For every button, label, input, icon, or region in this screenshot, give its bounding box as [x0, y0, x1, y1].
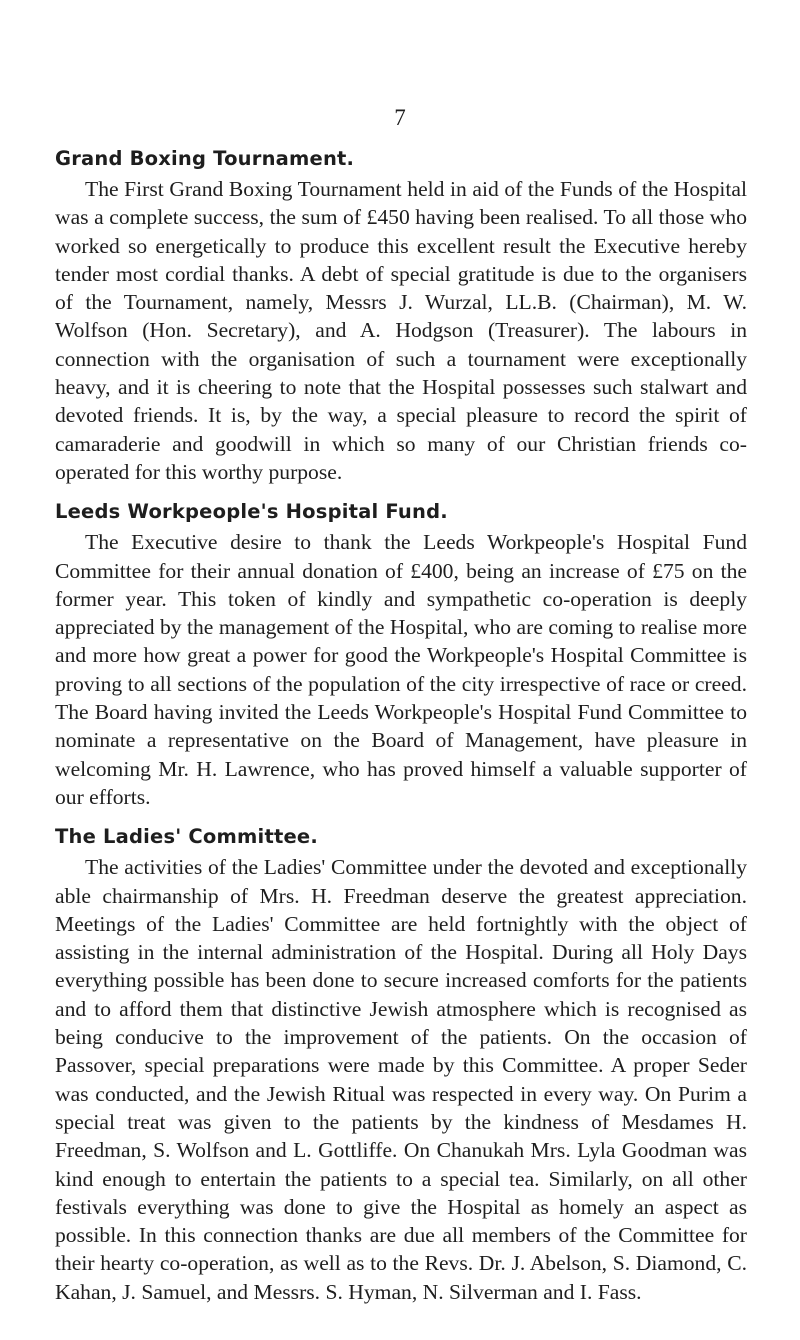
- section-paragraph: The activities of the Ladies' Committee under the devoted and exceptionally able chairmanship of Mrs. H. Freedman deserve the greatest appreciation. Meetings of the Ladies' Committee are held fortnightly with the object of assisting in the internal administration of the Hospital. During all Holy Days everything possible has been done to secure increased comforts for the patients and to afford them that distinctive Jewish atmosphere which is recognised as being conducive to the improvement of the patients. On the occasion of Passover, special preparations were made by this Committee. A proper Seder was conducted, and the Jewish Ritual was respected in every way. On Purim a special treat was given to the patients by the kindness of Mesdames H. Freedman, S. Wolfson and L. Gottliffe. On Chanukah Mrs. Lyla Goodman was kind enough to entertain the patients to a special tea. Similarly, on all other festivals everything was done to give the Hospital as homely an aspect as possible. In this connection thanks are due all members of the Committee for their hearty co-operation, as well as to the Revs. Dr. J. Abelson, S. Diamond, C. Kahan, J. Samuel, and Messrs. S. Hyman, N. Silverman and I. Fass.: [55, 855, 747, 1304]
- section-paragraph: The Executive desire to thank the Leeds Workpeople's Hospital Fund Committee for their annual donation of £400, being an increase of £75 on the former year. This token of kindly and sympathetic co-operation is deeply appreciated by the management of the Hospital, who are coming to realise more and more how great a power for good the Workpeople's Hospital Committee is proving to all sections of the population of the city irrespective of race or creed. The Board having invited the Leeds Workpeople's Hospital Fund Committee to nominate a representative on the Board of Management, have pleasure in welcoming Mr. H. Lawrence, who has proved himself a valuable supporter of our efforts.: [55, 530, 747, 809]
- page-content: [55, 145, 747, 1306]
- section-paragraph: The First Grand Boxing Tournament held in aid of the Funds of the Hospital was a complete success, the sum of £450 having been realised. To all those who worked so energetically to produce this excellent result the Executive hereby tender most cordial thanks. A debt of special gratitude is due to the organisers of the Tournament, namely, Messrs J. Wurzal, LL.B. (Chairman), M. W. Wolfson (Hon. Secretary), and A. Hodgson (Treasurer). The labours in connection with the organisation of such a tournament were exceptionally heavy, and it is cheering to note that the Hospital possesses such stalwart and devoted friends. It is, by the way, a special pleasure to record the spirit of camaraderie and goodwill in which so many of our Christian friends co-operated for this worthy purpose.: [55, 177, 747, 484]
- page-number: 7: [394, 105, 406, 130]
- section-ladies-committee: [55, 823, 747, 1306]
- section-heading: Grand Boxing Tournament.: [55, 147, 355, 170]
- section-leeds-workpeoples-hospital-fund: [55, 498, 747, 811]
- section-heading: Leeds Workpeople's Hospital Fund.: [55, 500, 448, 524]
- section-heading: The Ladies' Committee.: [55, 825, 318, 849]
- section-grand-boxing-tournament: [55, 145, 747, 486]
